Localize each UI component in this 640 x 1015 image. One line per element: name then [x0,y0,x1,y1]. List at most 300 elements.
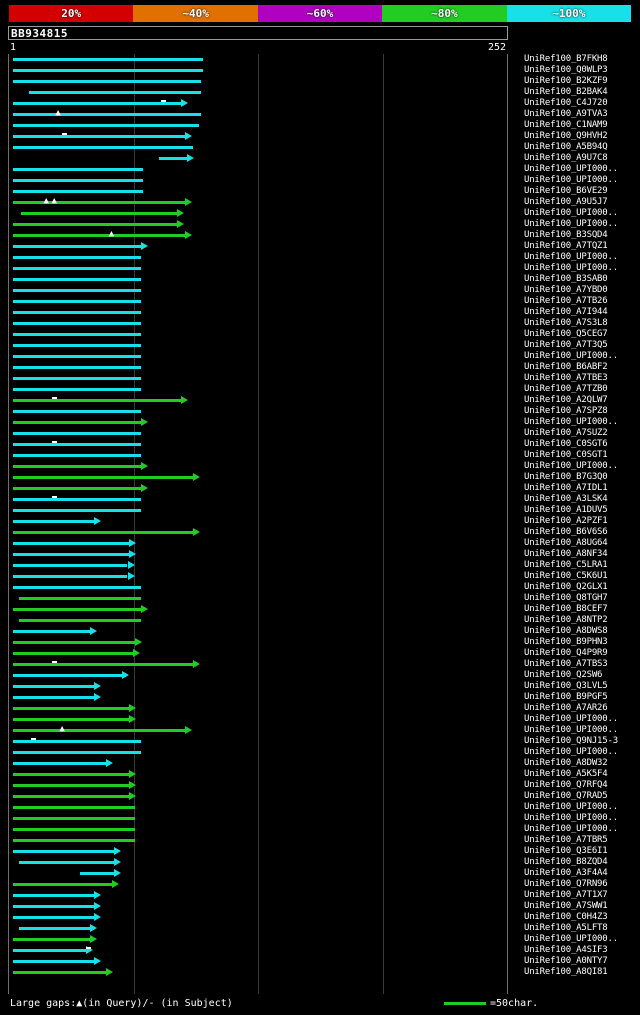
hit-bar[interactable] [19,597,142,600]
hit-row[interactable] [9,494,507,505]
hit-row[interactable] [9,736,507,747]
hit-bar[interactable] [13,751,141,754]
hit-row[interactable] [9,890,507,901]
legend-segment-2 [258,5,382,22]
hit-row[interactable] [9,175,507,186]
hit-label[interactable]: UniRef100_A5K5F4 [524,769,608,779]
hit-bar[interactable] [13,113,201,116]
hit-row[interactable] [9,406,507,417]
hit-label[interactable]: UniRef100_A8QI81 [524,967,608,977]
hit-bar[interactable] [13,223,177,226]
hit-bar[interactable] [13,641,135,644]
hit-label[interactable]: UniRef100_C5LRA1 [524,560,608,570]
hit-row[interactable] [9,362,507,373]
hit-direction-arrow-icon [129,792,136,800]
hit-row[interactable] [9,263,507,274]
hit-row[interactable] [9,538,507,549]
hit-label[interactable]: UniRef100_A8DW32 [524,758,608,768]
hit-row[interactable] [9,582,507,593]
hit-label[interactable]: UniRef100_UPI000.. [524,461,618,471]
hit-label[interactable]: UniRef100_Q5CEG7 [524,329,608,339]
hit-row[interactable] [9,208,507,219]
hit-label[interactable]: UniRef100_A7TBS3 [524,659,608,669]
hit-label[interactable]: UniRef100_B6V6S6 [524,527,608,537]
hit-label[interactable]: UniRef100_B9PGF5 [524,692,608,702]
hit-label[interactable]: UniRef100_Q2SW6 [524,670,603,680]
hit-bar[interactable] [19,927,90,930]
hit-label[interactable]: UniRef100_A7TBR5 [524,835,608,845]
hit-label[interactable]: UniRef100_UPI000.. [524,252,618,262]
hit-row[interactable] [9,967,507,978]
hit-row[interactable] [9,692,507,703]
hit-label[interactable]: UniRef100_A7SUZ2 [524,428,608,438]
hit-bar[interactable] [13,575,128,578]
hit-row[interactable] [9,670,507,681]
hit-bar[interactable] [19,619,142,622]
hit-row[interactable] [9,659,507,670]
hit-bar[interactable] [13,135,185,138]
subject-gap-marker-icon [62,133,67,135]
hit-bar[interactable] [13,487,141,490]
query-id-label: BB934815 [11,27,68,40]
hit-bar[interactable] [13,146,193,149]
hit-bar[interactable] [13,960,94,963]
hit-bar[interactable] [13,542,130,545]
hit-label[interactable]: UniRef100_A7T1X7 [524,890,608,900]
hit-bar[interactable] [13,443,141,446]
hit-label[interactable]: UniRef100_A9U7C8 [524,153,608,163]
hit-direction-arrow-icon [128,561,135,569]
hit-label[interactable]: UniRef100_A2QLW7 [524,395,608,405]
hit-label[interactable]: UniRef100_A5LFT8 [524,923,608,933]
hit-label[interactable]: UniRef100_Q9NJ15-3 [524,736,618,746]
hit-bar[interactable] [13,795,130,798]
alignment-plot [8,54,508,994]
hit-bar[interactable] [13,355,141,358]
hit-row[interactable] [9,527,507,538]
hit-bar[interactable] [13,124,199,127]
hit-label[interactable]: UniRef100_A3F4A4 [524,868,608,878]
hit-bar[interactable] [13,850,114,853]
hit-direction-arrow-icon [141,242,148,250]
hit-bar[interactable] [13,69,203,72]
hit-bar[interactable] [13,586,141,589]
hit-bar[interactable] [13,839,136,842]
hit-direction-arrow-icon [193,660,200,668]
hit-row[interactable] [9,824,507,835]
hit-row[interactable] [9,505,507,516]
hit-label[interactable]: UniRef100_B7G3Q0 [524,472,608,482]
identity-legend [8,4,632,21]
hit-bar[interactable] [13,168,143,171]
hit-row[interactable] [9,901,507,912]
hit-row[interactable] [9,593,507,604]
hit-row[interactable] [9,846,507,857]
hit-direction-arrow-icon [185,132,192,140]
hit-bar[interactable] [13,773,130,776]
hit-row[interactable] [9,340,507,351]
hit-direction-arrow-icon [187,154,194,162]
hit-label[interactable]: UniRef100_Q0WLP3 [524,65,608,75]
hit-row[interactable] [9,87,507,98]
hit-label[interactable]: UniRef100_B3SQD4 [524,230,608,240]
hit-label[interactable]: UniRef100_A7SWW1 [524,901,608,911]
hit-label[interactable]: UniRef100_B2KZF9 [524,76,608,86]
hit-bar[interactable] [80,872,114,875]
hit-label[interactable]: UniRef100_B8ZQD4 [524,857,608,867]
hit-direction-arrow-icon [114,858,121,866]
hit-bar[interactable] [13,421,141,424]
hit-bar[interactable] [13,828,136,831]
hit-direction-arrow-icon [112,880,119,888]
hit-bar[interactable] [13,663,193,666]
hit-label[interactable]: UniRef100_Q7RAD5 [524,791,608,801]
hit-row[interactable] [9,120,507,131]
hit-direction-arrow-icon [141,484,148,492]
legend-segment-0 [9,5,133,22]
hit-row[interactable] [9,65,507,76]
hit-row[interactable] [9,274,507,285]
hit-row[interactable] [9,307,507,318]
hit-row[interactable] [9,428,507,439]
subject-gap-marker-icon [52,661,57,663]
hit-bar[interactable] [13,102,181,105]
hit-label[interactable]: UniRef100_UPI000.. [524,175,618,185]
query-gap-marker-icon: ▲ [43,196,49,206]
hit-label[interactable]: UniRef100_B6VE29 [524,186,608,196]
hit-label[interactable]: UniRef100_A7T3Q5 [524,340,608,350]
hit-label[interactable]: UniRef100_A2PZF1 [524,516,608,526]
hit-label[interactable]: UniRef100_UPI000.. [524,824,618,834]
hit-label[interactable]: UniRef100_UPI000.. [524,747,618,757]
hit-row[interactable] [9,153,507,164]
hit-row[interactable] [9,131,507,142]
hit-row[interactable] [9,637,507,648]
hit-label[interactable]: UniRef100_A9TVA3 [524,109,608,119]
hit-label[interactable]: UniRef100_A7YBD0 [524,285,608,295]
hit-row[interactable] [9,758,507,769]
legend-segment-1 [133,5,257,22]
hit-row[interactable] [9,384,507,395]
hit-label[interactable]: UniRef100_A4SIF3 [524,945,608,955]
hit-row[interactable] [9,472,507,483]
hit-row[interactable] [9,285,507,296]
hit-label[interactable]: UniRef100_A7I944 [524,307,608,317]
hit-row[interactable] [9,956,507,967]
hit-row[interactable] [9,461,507,472]
hit-label[interactable]: UniRef100_C4J720 [524,98,608,108]
hit-row[interactable] [9,516,507,527]
hit-row[interactable] [9,725,507,736]
hit-row[interactable] [9,373,507,384]
hit-direction-arrow-icon [185,198,192,206]
hit-label[interactable]: UniRef100_A5B94Q [524,142,608,152]
hit-direction-arrow-icon [129,781,136,789]
hit-label[interactable]: UniRef100_Q7RN96 [524,879,608,889]
hit-row[interactable] [9,560,507,571]
hit-row[interactable] [9,186,507,197]
hit-row[interactable] [9,76,507,87]
hit-label[interactable]: UniRef100_A7TB26 [524,296,608,306]
hit-bar[interactable] [13,311,141,314]
hit-bar[interactable] [13,894,94,897]
hit-bar[interactable] [13,729,185,732]
hit-row[interactable] [9,164,507,175]
hit-row[interactable] [9,450,507,461]
hit-label[interactable]: UniRef100_Q8TGH7 [524,593,608,603]
hit-row[interactable] [9,648,507,659]
hit-bar[interactable] [13,267,141,270]
hit-label[interactable]: UniRef100_Q3LVL5 [524,681,608,691]
hit-bar[interactable] [13,388,141,391]
hit-row[interactable] [9,934,507,945]
hit-bar[interactable] [13,740,141,743]
hit-direction-arrow-icon [177,220,184,228]
hit-label[interactable]: UniRef100_C1NAM9 [524,120,608,130]
hit-bar[interactable] [13,190,143,193]
hit-bar[interactable] [13,630,90,633]
hit-bar[interactable] [13,399,181,402]
hit-bar[interactable] [13,905,94,908]
hit-row[interactable] [9,252,507,263]
hit-label[interactable]: UniRef100_A8UG64 [524,538,608,548]
hit-bar[interactable] [13,509,141,512]
subject-gap-marker-icon [161,100,166,102]
hit-bar[interactable] [13,520,94,523]
hit-bar[interactable] [13,707,130,710]
hit-label[interactable]: UniRef100_UPI000.. [524,219,618,229]
hit-label[interactable]: UniRef100_UPI000.. [524,725,618,735]
hit-label[interactable]: UniRef100_Q2GLX1 [524,582,608,592]
hit-row[interactable] [9,571,507,582]
hit-label[interactable]: UniRef100_UPI000.. [524,164,618,174]
hit-bar[interactable] [13,465,141,468]
hit-label[interactable]: UniRef100_A9U5J7 [524,197,608,207]
hit-bar[interactable] [13,949,86,952]
hit-bar[interactable] [13,476,193,479]
hit-direction-arrow-icon [141,462,148,470]
hit-label[interactable]: UniRef100_Q4P9R9 [524,648,608,658]
hit-row[interactable] [9,142,507,153]
hit-label[interactable]: UniRef100_A7TZB0 [524,384,608,394]
hit-bar[interactable] [21,212,177,215]
hit-bar[interactable] [13,652,133,655]
hit-row[interactable] [9,857,507,868]
hit-label[interactable]: UniRef100_A7IDL1 [524,483,608,493]
hit-bar[interactable] [13,201,185,204]
hit-label[interactable]: UniRef100_UPI000.. [524,351,618,361]
hit-row[interactable] [9,395,507,406]
hit-bar[interactable] [13,234,185,237]
hit-label[interactable]: UniRef100_A7TQZ1 [524,241,608,251]
hit-row[interactable] [9,923,507,934]
hit-bar[interactable] [159,157,187,160]
hit-row[interactable] [9,835,507,846]
hit-row[interactable] [9,549,507,560]
hit-label[interactable]: UniRef100_UPI000.. [524,813,618,823]
hit-bar[interactable] [13,344,141,347]
hit-label[interactable]: UniRef100_C0H4Z3 [524,912,608,922]
hit-bar[interactable] [13,377,141,380]
hit-row[interactable] [9,802,507,813]
hit-row[interactable] [9,318,507,329]
hit-bar[interactable] [13,971,106,974]
hit-label[interactable]: UniRef100_A8NTP2 [524,615,608,625]
hit-bar[interactable] [13,696,94,699]
hit-direction-arrow-icon [185,726,192,734]
hit-label[interactable]: UniRef100_A7SPZ8 [524,406,608,416]
hit-bar[interactable] [13,498,141,501]
hit-bar[interactable] [13,916,94,919]
hit-bar[interactable] [13,300,141,303]
hit-row[interactable] [9,945,507,956]
hit-row[interactable] [9,747,507,758]
hit-label[interactable]: UniRef100_Q3E6I1 [524,846,608,856]
scale-key [444,998,538,1009]
hit-row[interactable] [9,879,507,890]
hit-label[interactable]: UniRef100_C0SGT1 [524,450,608,460]
hit-row[interactable] [9,417,507,428]
hit-bar[interactable] [13,366,141,369]
hit-direction-arrow-icon [94,693,101,701]
hit-bar[interactable] [13,410,141,413]
hit-row[interactable] [9,912,507,923]
hit-row[interactable] [9,483,507,494]
hit-bar[interactable] [13,179,143,182]
hit-row[interactable] [9,219,507,230]
hit-bar[interactable] [13,806,136,809]
hit-row[interactable] [9,714,507,725]
query-gap-marker-icon: ▲ [55,108,61,118]
hit-bar[interactable] [13,553,130,556]
hit-bar[interactable] [13,883,112,886]
hit-row[interactable] [9,241,507,252]
hit-row[interactable] [9,780,507,791]
hit-label[interactable]: UniRef100_A3LSK4 [524,494,608,504]
hit-row[interactable] [9,626,507,637]
hit-label[interactable]: UniRef100_A1DUV5 [524,505,608,515]
hit-row[interactable] [9,98,507,109]
legend-segment-label: ~60% [306,7,334,20]
hit-direction-arrow-icon [94,902,101,910]
hit-label[interactable]: UniRef100_B6ABF2 [524,362,608,372]
hit-row[interactable] [9,615,507,626]
hit-row[interactable] [9,681,507,692]
hit-label[interactable]: UniRef100_C0SGT6 [524,439,608,449]
hit-row[interactable] [9,769,507,780]
hit-direction-arrow-icon [114,869,121,877]
hit-direction-arrow-icon [177,209,184,217]
ruler-end-label: 252 [487,42,506,53]
hit-bar[interactable] [19,861,114,864]
subject-gap-marker-icon [52,496,57,498]
hit-label[interactable]: UniRef100_B9PHN3 [524,637,608,647]
hit-bar[interactable] [13,454,141,457]
hit-label[interactable]: UniRef100_A7AR26 [524,703,608,713]
hit-row[interactable] [9,296,507,307]
hit-bar[interactable] [13,531,193,534]
hit-label[interactable]: UniRef100_A7S3L8 [524,318,608,328]
hit-label[interactable]: UniRef100_B7FKH8 [524,54,608,64]
hit-bar[interactable] [29,91,201,94]
hit-bar[interactable] [13,245,141,248]
hit-row[interactable] [9,868,507,879]
hit-row[interactable] [9,604,507,615]
hit-direction-arrow-icon [106,759,113,767]
hit-label[interactable]: UniRef100_A8NF34 [524,549,608,559]
hit-direction-arrow-icon [129,704,136,712]
hit-row[interactable] [9,703,507,714]
hit-bar[interactable] [13,58,203,61]
hit-label[interactable]: UniRef100_B2BAK4 [524,87,608,97]
hit-row[interactable] [9,54,507,65]
hit-row[interactable] [9,197,507,208]
hit-label[interactable]: UniRef100_B8CEF7 [524,604,608,614]
hit-bar[interactable] [13,685,94,688]
query-ruler [8,42,508,54]
hit-label[interactable]: UniRef100_UPI000.. [524,417,618,427]
hit-label[interactable]: UniRef100_UPI000.. [524,934,618,944]
hit-row[interactable] [9,230,507,241]
hit-label[interactable]: UniRef100_B3SAB0 [524,274,608,284]
hit-bar[interactable] [13,938,90,941]
hit-bar[interactable] [13,718,130,721]
hit-bar[interactable] [13,784,130,787]
hit-row[interactable] [9,791,507,802]
hit-label[interactable]: UniRef100_Q7RFQ4 [524,780,608,790]
subject-gap-marker-icon [31,738,36,740]
hit-direction-arrow-icon [129,539,136,547]
hit-label[interactable]: UniRef100_UPI000.. [524,714,618,724]
hit-bar[interactable] [13,278,141,281]
hit-bar[interactable] [13,674,122,677]
legend-segment-4 [507,5,631,22]
hit-label[interactable]: UniRef100_Q9HVH2 [524,131,608,141]
hit-bar[interactable] [13,432,141,435]
hit-label[interactable]: UniRef100_A8DWS8 [524,626,608,636]
hit-direction-arrow-icon [90,924,97,932]
hit-direction-arrow-icon [141,605,148,613]
hit-bar[interactable] [13,322,141,325]
hit-bar[interactable] [13,333,141,336]
hit-bar[interactable] [13,564,128,567]
hit-bar[interactable] [13,80,201,83]
hit-bar[interactable] [13,608,141,611]
hit-bar[interactable] [13,817,136,820]
hit-direction-arrow-icon [129,770,136,778]
hit-row[interactable] [9,439,507,450]
hit-bar[interactable] [13,762,106,765]
hit-label[interactable]: UniRef100_A0NTY7 [524,956,608,966]
hit-bar[interactable] [13,289,141,292]
hit-row[interactable] [9,329,507,340]
hit-row[interactable] [9,813,507,824]
subject-gap-marker-icon [52,397,57,399]
hit-label[interactable]: UniRef100_UPI000.. [524,802,618,812]
hit-row[interactable] [9,109,507,120]
hit-label[interactable]: UniRef100_UPI000.. [524,263,618,273]
legend-segment-label: ~40% [182,7,209,20]
hit-direction-arrow-icon [94,517,101,525]
hit-direction-arrow-icon [181,99,188,107]
hit-label[interactable]: UniRef100_A7TBE3 [524,373,608,383]
scale-line-icon [444,1002,486,1005]
hit-direction-arrow-icon [129,715,136,723]
hit-row[interactable] [9,351,507,362]
hit-label[interactable]: UniRef100_UPI000.. [524,208,618,218]
hit-label[interactable]: UniRef100_C5K6U1 [524,571,608,581]
hit-bar[interactable] [13,256,141,259]
